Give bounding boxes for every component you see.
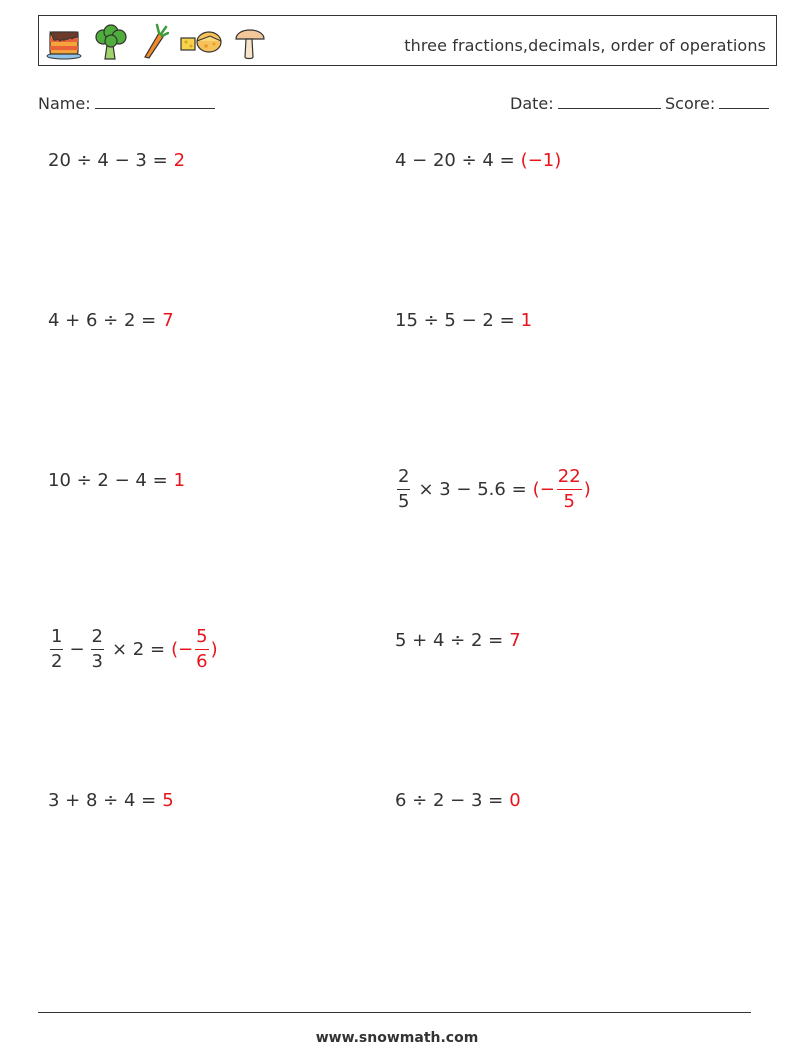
answer-open: (− xyxy=(171,639,194,660)
score-blank[interactable] xyxy=(719,94,769,109)
problem-expression: 10 ÷ 2 − 4 = xyxy=(48,470,168,491)
operator: − xyxy=(69,639,85,660)
answer-fraction xyxy=(557,468,582,511)
problem-answer xyxy=(533,468,591,511)
problem-expression: 5 + 4 ÷ 2 = xyxy=(395,630,504,651)
carrot-icon xyxy=(139,23,169,61)
fraction-numerator: 22 xyxy=(557,468,582,490)
problem-9 xyxy=(48,790,174,811)
worksheet-title: three fractions,decimals, order of operations xyxy=(404,36,766,55)
problem-answer: 1 xyxy=(520,310,533,331)
problem-expression: × 3 − 5.6 = xyxy=(418,479,527,500)
name-field xyxy=(38,94,215,113)
problem-answer: 7 xyxy=(162,310,174,331)
fraction-numerator: 2 xyxy=(91,628,104,650)
problem-6 xyxy=(395,468,591,511)
problem-answer: (−1) xyxy=(520,150,562,171)
date-label: Date: xyxy=(510,94,554,113)
problem-1 xyxy=(48,150,185,171)
problem-2 xyxy=(395,150,561,171)
cheese-icon xyxy=(179,27,223,57)
fraction-numerator: 2 xyxy=(397,468,410,490)
problem-expression: 15 ÷ 5 − 2 = xyxy=(395,310,515,331)
problem-answer: 7 xyxy=(509,630,521,651)
score-field xyxy=(665,94,769,113)
name-blank[interactable] xyxy=(95,94,215,109)
problem-expression: 4 + 6 ÷ 2 = xyxy=(48,310,157,331)
date-field xyxy=(510,94,661,113)
problem-7 xyxy=(48,628,218,671)
fraction-denominator: 6 xyxy=(196,651,208,672)
footer-divider xyxy=(38,1012,751,1013)
name-label: Name: xyxy=(38,94,91,113)
score-label: Score: xyxy=(665,94,716,113)
problem-expression: 4 − 20 ÷ 4 = xyxy=(395,150,515,171)
problem-answer: 5 xyxy=(162,790,174,811)
fraction xyxy=(91,628,104,671)
header-icons xyxy=(45,22,267,62)
problem-4 xyxy=(395,310,532,331)
mushroom-icon xyxy=(233,23,267,61)
fraction-numerator: 1 xyxy=(50,628,63,650)
answer-close: ) xyxy=(210,639,218,660)
fraction-denominator: 2 xyxy=(51,651,63,672)
problem-answer: 0 xyxy=(509,790,521,811)
problem-3 xyxy=(48,310,174,331)
fraction xyxy=(397,468,410,511)
footer-url: www.snowmath.com xyxy=(315,1030,479,1046)
fraction-numerator: 5 xyxy=(195,628,208,650)
broccoli-icon xyxy=(93,23,129,61)
problem-answer: 2 xyxy=(173,150,186,171)
problem-expression: × 2 = xyxy=(112,639,166,660)
problem-8 xyxy=(395,630,521,651)
problem-answer: 1 xyxy=(173,470,186,491)
problem-10 xyxy=(395,790,521,811)
answer-fraction xyxy=(195,628,208,671)
date-blank[interactable] xyxy=(558,94,661,109)
answer-close: ) xyxy=(583,479,591,500)
problem-expression: 3 + 8 ÷ 4 = xyxy=(48,790,157,811)
problem-5 xyxy=(48,470,185,491)
problem-expression: 20 ÷ 4 − 3 = xyxy=(48,150,168,171)
problem-answer xyxy=(171,628,218,671)
fraction-denominator: 5 xyxy=(398,491,410,512)
problem-expression: 6 ÷ 2 − 3 = xyxy=(395,790,504,811)
answer-open: (− xyxy=(532,479,555,500)
fraction xyxy=(50,628,63,671)
worksheet-header xyxy=(38,15,777,66)
cake-icon xyxy=(45,24,83,60)
fraction-denominator: 3 xyxy=(91,651,103,672)
fraction-denominator: 5 xyxy=(563,491,575,512)
